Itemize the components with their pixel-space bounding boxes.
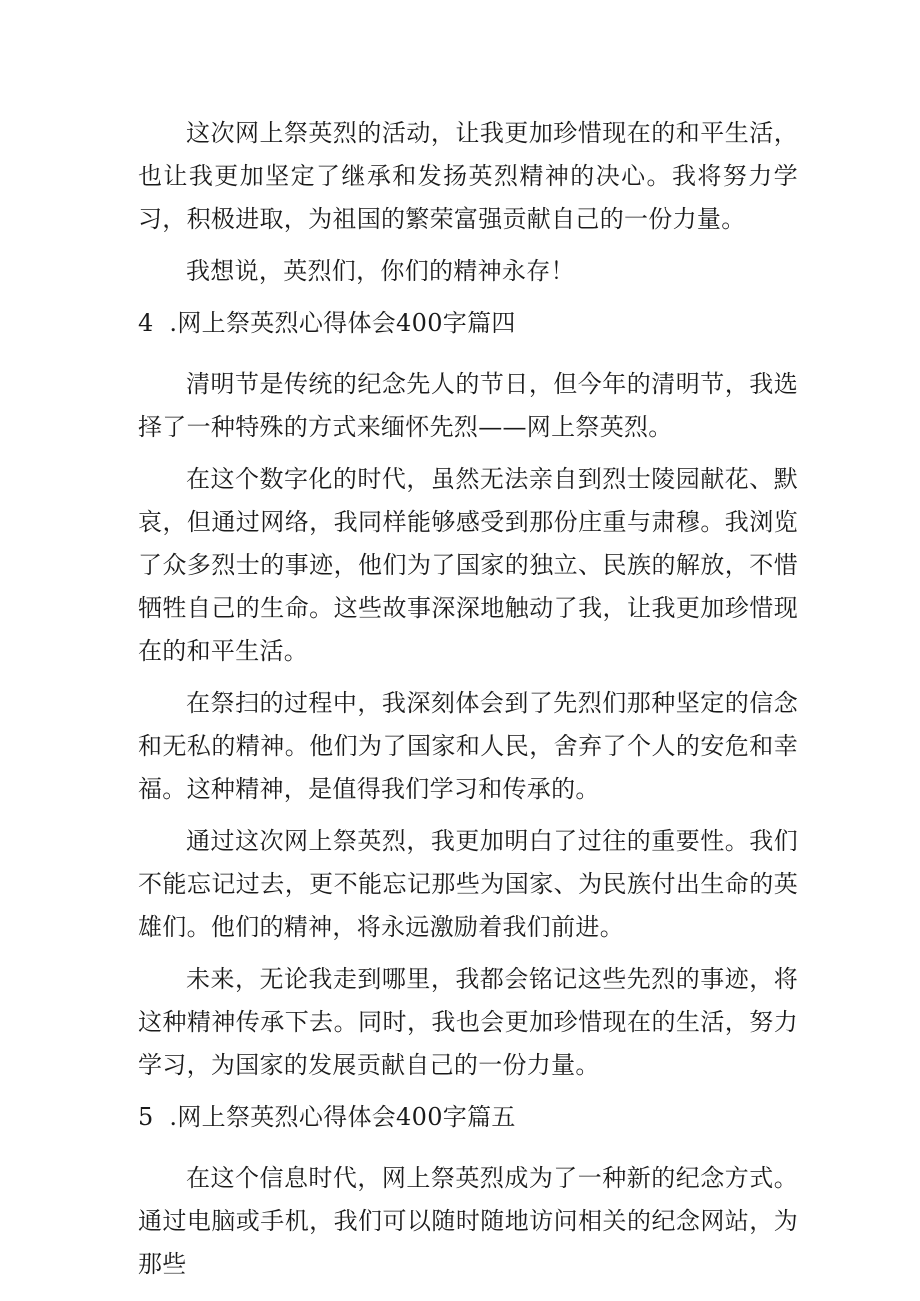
paragraph: 在这个信息时代，网上祭英烈成为了一种新的纪念方式。通过电脑或手机，我们可以随时随地访问相关的纪念网站，为那些 bbox=[138, 1164, 798, 1278]
paragraph: 在这个数字化的时代，虽然无法亲自到烈士陵园献花、默哀，但通过网络，我同样能够感受到那份庄重与肃穆。我浏览了众多烈士的事迹，他们为了国家的独立、民族的解放，不惜牺牲自己的生命。这些故事深深地触动了我，让我更加珍惜现在的和平生活。 bbox=[138, 465, 798, 665]
paragraph: 我想说，英烈们，你们的精神永存！ bbox=[186, 257, 575, 285]
paragraph: 清明节是传统的纪念先人的节日，但今年的清明节，我选择了一种特殊的方式来缅怀先烈——网上祭英烈。 bbox=[138, 370, 798, 441]
document-body bbox=[138, 112, 798, 1295]
paragraph: 通过这次网上祭英烈，我更加明白了过往的重要性。我们不能忘记过去，更不能忘记那些为国家、为民族付出生命的英雄们。他们的精神，将永远激励着我们前进。 bbox=[138, 827, 798, 941]
paragraph: 这次网上祭英烈的活动，让我更加珍惜现在的和平生活，也让我更加坚定了继承和发扬英烈精神的决心。我将努力学习，积极进取，为祖国的繁荣富强贡献自己的一份力量。 bbox=[138, 119, 798, 233]
section-heading-5: 5 .网上祭英烈心得体会400字篇五 bbox=[138, 1103, 516, 1131]
paragraph: 未来，无论我走到哪里，我都会铭记这些先烈的事迹，将这种精神传承下去。同时，我也会更加珍惜现在的生活，努力学习，为国家的发展贡献自己的一份力量。 bbox=[138, 965, 798, 1079]
section-heading-4: 4 .网上祭英烈心得体会400字篇四 bbox=[138, 309, 516, 337]
paragraph: 在祭扫的过程中，我深刻体会到了先烈们那种坚定的信念和无私的精神。他们为了国家和人民，舍弃了个人的安危和幸福。这种精神，是值得我们学习和传承的。 bbox=[138, 689, 798, 803]
